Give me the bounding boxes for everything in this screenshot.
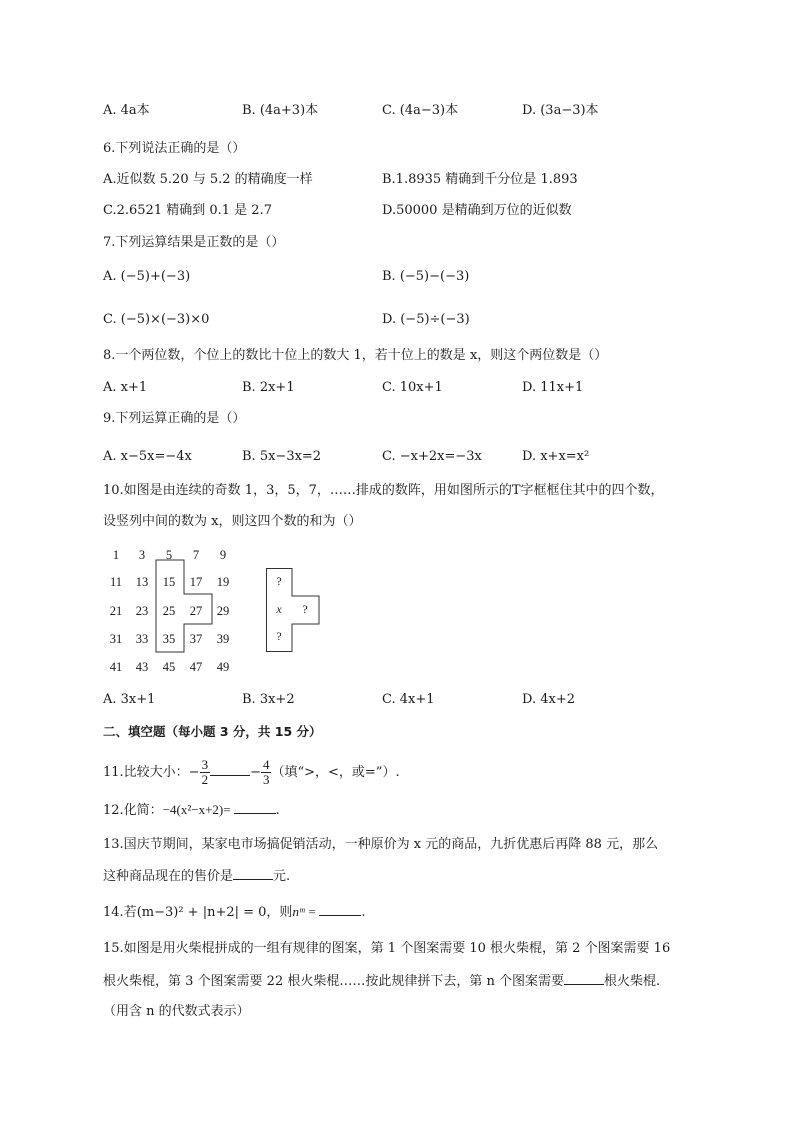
q5-option-a: A. 4a本 xyxy=(103,103,150,118)
q12-expression: −4(x²−x+2)= xyxy=(162,802,231,817)
q5-option-b: B. (4a+3)本 xyxy=(242,103,319,118)
q11-mid: − xyxy=(250,765,261,780)
q10-option-d: D. 4x+2 xyxy=(522,692,575,707)
section-heading: 二、填空题（每小题 3 分，共 15 分） xyxy=(103,724,322,739)
grid-cell: 17 xyxy=(189,575,203,589)
grid-cell: 11 xyxy=(109,575,123,589)
q15-answer-blank[interactable] xyxy=(564,972,604,985)
q15-line2-prefix: 根火柴棍，第 3 个图案需要 22 根火柴棍……按此规律拼下去，第 n 个图案需要 xyxy=(103,974,564,989)
q14-expression: (m−3)² + |n+2| = 0 xyxy=(136,905,267,920)
q8-option-d: D. 11x+1 xyxy=(522,380,584,395)
q7-option-c: C. (−5)×(−3)×0 xyxy=(103,312,210,327)
grid-cell: 47 xyxy=(189,660,203,674)
q12-line xyxy=(103,801,280,820)
q7-option-d: D. (−5)÷(−3) xyxy=(382,312,470,327)
q8-stem: 8.一个两位数，个位上的数比十位上的数大 1，若十位上的数是 x，则这个两位数是（） xyxy=(103,348,608,363)
t-shape-top-label: ? xyxy=(276,574,282,588)
grid-cell: 27 xyxy=(189,604,203,618)
q6-option-b: B.1.8935 精确到千分位是 1.893 xyxy=(382,172,578,187)
q15-line3: （用含 n 的代数式表示） xyxy=(103,1004,250,1019)
q13-line2-prefix: 这种商品现在的售价是 xyxy=(103,869,234,884)
grid-cell: 15 xyxy=(162,575,176,589)
q15-line2-suffix: 根火柴棍. xyxy=(603,974,661,989)
q11-frac2-den: 3 xyxy=(262,772,270,787)
q10-option-c: C. 4x+1 xyxy=(382,692,435,707)
grid-cell: 13 xyxy=(135,575,149,589)
q14-prefix: 14.若 xyxy=(103,905,137,920)
grid-cell: 3 xyxy=(138,548,146,562)
q11-prefix: 11.比较大小：− xyxy=(103,765,200,780)
q11-line xyxy=(103,754,400,792)
grid-cell: 19 xyxy=(216,575,230,589)
grid-cell: 41 xyxy=(109,660,123,674)
q8-option-c: C. 10x+1 xyxy=(382,380,443,395)
t-shape-figure xyxy=(266,568,322,652)
q10-option-a: A. 3x+1 xyxy=(103,692,156,707)
q10-stem-line1: 10.如图是由连续的奇数 1，3，5，7，……排成的数阵，用如图所示的T字框框住其中的四个数， xyxy=(103,483,664,498)
q11-suffix: （填“>，<，或=”）. xyxy=(271,765,400,780)
t-shape-right-label: ? xyxy=(302,602,308,616)
q15-line2 xyxy=(103,972,660,991)
t-shape-mid-label: x xyxy=(276,602,282,616)
grid-cell: 33 xyxy=(135,632,149,646)
q7-option-a: A. (−5)+(−3) xyxy=(103,269,191,284)
q6-option-c: C.2.6521 精确到 0.1 是 2.7 xyxy=(103,203,272,218)
t-shape-bottom-label: ? xyxy=(276,629,282,643)
q11-fraction-2 xyxy=(261,758,272,787)
grid-cell: 23 xyxy=(135,604,149,618)
q14-suffix: . xyxy=(361,905,366,920)
q6-option-d: D.50000 是精确到万位的近似数 xyxy=(382,203,572,218)
q6-stem: 6.下列说法正确的是（） xyxy=(103,141,246,156)
grid-cell: 35 xyxy=(162,632,176,646)
q11-fraction-1 xyxy=(200,758,211,787)
q15-line1: 15.如图是用火柴棍拼成的一组有规律的图案，第 1 个图案需要 10 根火柴棍，第 2 个图案需要 16 xyxy=(103,941,671,956)
q7-stem: 7.下列运算结果是正数的是（） xyxy=(103,235,285,250)
q9-option-c: C. −x+2x=−3x xyxy=(382,449,482,464)
grid-cell: 39 xyxy=(216,632,230,646)
q8-option-b: B. 2x+1 xyxy=(242,380,295,395)
q11-frac2-num: 4 xyxy=(262,757,270,772)
q9-option-d: D. x+x=x² xyxy=(522,449,590,464)
grid-cell: 25 xyxy=(162,604,176,618)
q12-suffix: . xyxy=(275,803,280,818)
q9-option-b: B. 5x−3x=2 xyxy=(242,449,322,464)
q8-option-a: A. x+1 xyxy=(103,380,148,395)
grid-cell: 37 xyxy=(189,632,203,646)
q14-line xyxy=(103,903,366,922)
q6-option-a: A.近似数 5.20 与 5.2 的精确度一样 xyxy=(103,172,313,187)
q13-answer-blank[interactable] xyxy=(233,867,273,880)
q12-prefix: 12.化简： xyxy=(103,803,163,818)
q7-option-b: B. (−5)−(−3) xyxy=(382,269,470,284)
grid-cell: 43 xyxy=(135,660,149,674)
q10-stem-line2: 设竖列中间的数为 x，则这四个数的和为（） xyxy=(103,514,362,529)
grid-cell: 31 xyxy=(109,632,123,646)
q10-option-b: B. 3x+2 xyxy=(242,692,295,707)
q11-frac1-num: 3 xyxy=(201,757,209,772)
q14-mid: ，则 xyxy=(266,905,293,920)
grid-cell: 29 xyxy=(216,604,230,618)
q14-answer-blank[interactable] xyxy=(319,903,361,916)
q5-option-d: D. (3a−3)本 xyxy=(522,103,599,118)
q5-option-c: C. (4a−3)本 xyxy=(382,103,459,118)
grid-cell: 5 xyxy=(165,548,173,562)
grid-cell: 9 xyxy=(219,548,227,562)
q13-line2-suffix: 元. xyxy=(273,869,291,884)
grid-cell: 1 xyxy=(112,548,120,562)
q13-line2 xyxy=(103,867,290,886)
grid-cell: 45 xyxy=(162,660,176,674)
q12-answer-blank[interactable] xyxy=(234,801,276,814)
q9-option-a: A. x−5x=−4x xyxy=(103,449,192,464)
q11-frac1-den: 2 xyxy=(201,772,209,787)
odd-number-grid xyxy=(100,544,240,680)
grid-cell: 21 xyxy=(109,604,123,618)
q13-line1: 13.国庆节期间，某家电市场搞促销活动，一种原价为 x 元的商品，九折优惠后再降 88 元，那么 xyxy=(103,837,659,852)
grid-cell: 49 xyxy=(216,660,230,674)
q14-power: nᵐ = xyxy=(292,904,317,919)
grid-cell: 7 xyxy=(192,548,200,562)
q11-answer-blank[interactable] xyxy=(210,763,250,776)
q9-stem: 9.下列运算正确的是（） xyxy=(103,411,246,426)
